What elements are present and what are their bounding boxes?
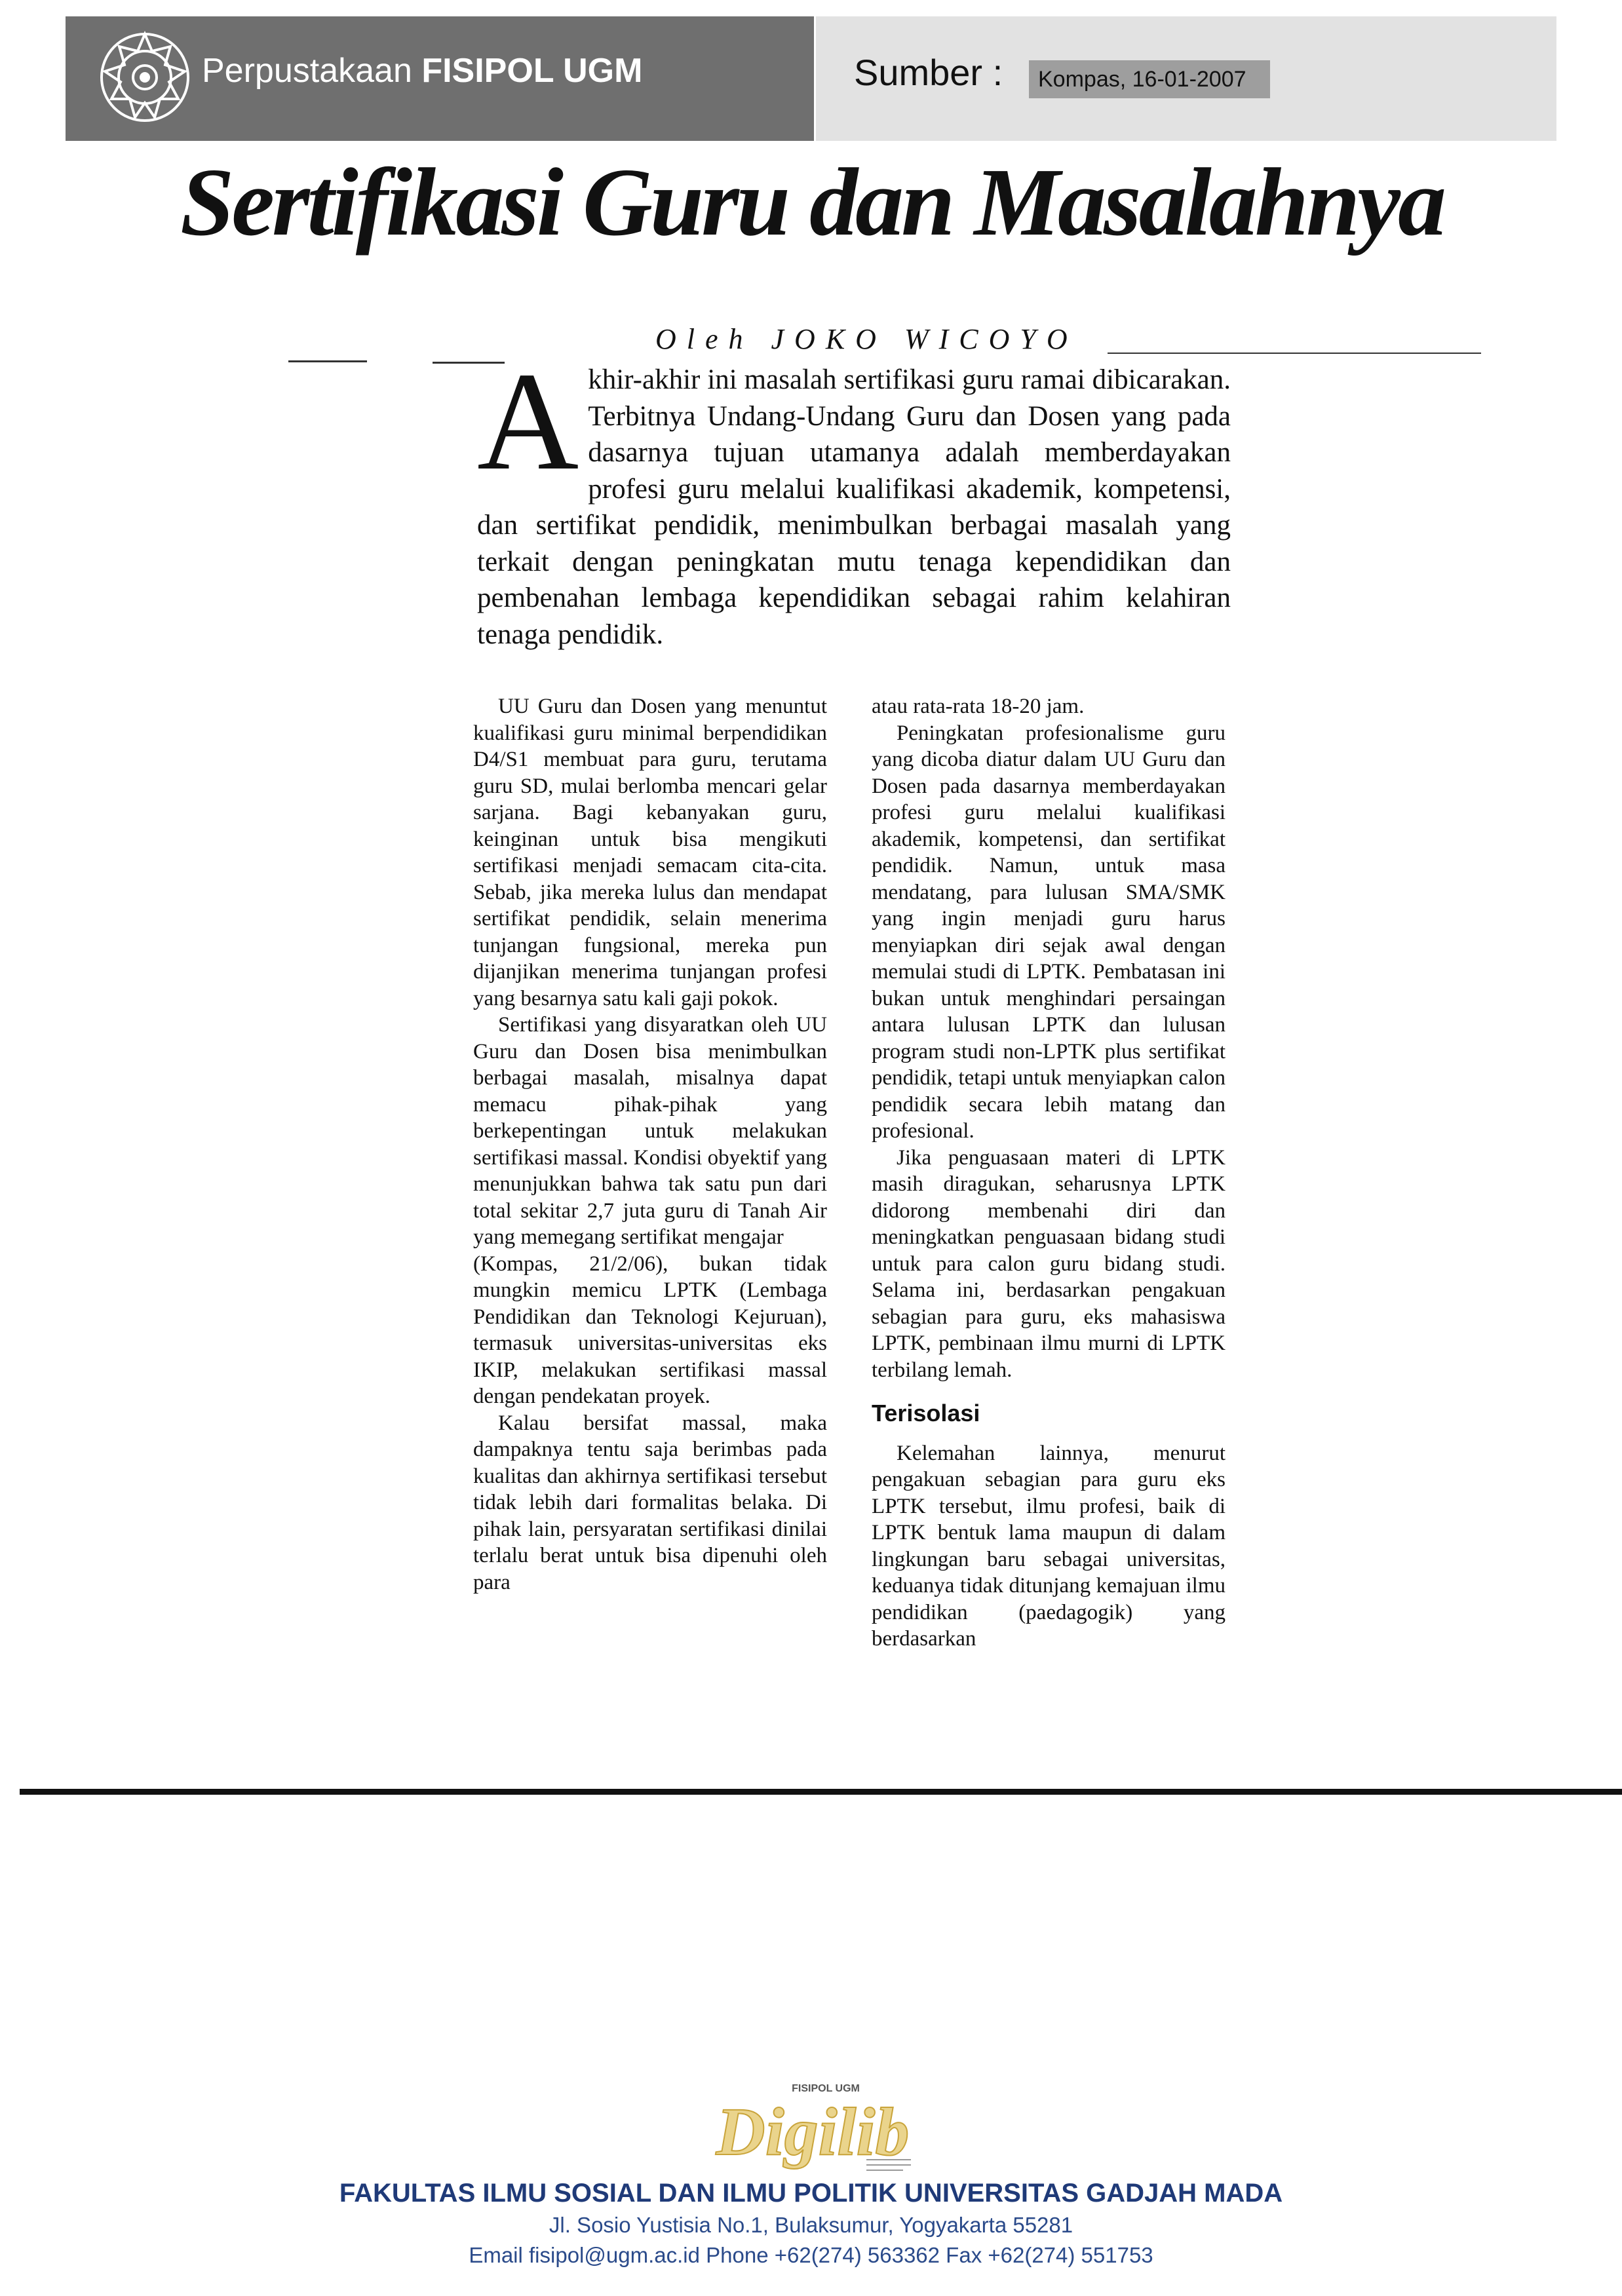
library-name-bold: FISIPOL UGM (421, 52, 643, 90)
footer-address: Jl. Sosio Yustisia No.1, Bulaksumur, Yogyakarta 55281 (549, 2213, 1073, 2237)
digilib-logo (695, 2077, 931, 2175)
article-bottom-rule (20, 1789, 1622, 1795)
subheading: Terisolasi (872, 1400, 980, 1426)
footer-contact: Email fisipol@ugm.ac.id Phone +62(274) 563362 Fax +62(274) 551753 (469, 2243, 1153, 2267)
library-name (202, 51, 642, 90)
article-column-right (872, 693, 1226, 1715)
byline-rule-right (1108, 353, 1481, 354)
column-left-paragraph-4: Kalau bersifat massal, maka dampaknya tentu saja berimbas pada kualitas dan akhirnya sertifikasi tersebut tidak lebih dari formalitas belaka. Di pihak lain, persyaratan sertifikasi dinilai terlalu berat untuk bisa dipenuhi oleh para (473, 1411, 827, 1594)
footer-faculty-name: FAKULTAS ILMU SOSIAL DAN ILMU POLITIK UNIVERSITAS GADJAH MADA (339, 2179, 1283, 2208)
drop-cap: A (477, 343, 579, 499)
digilib-logo-small-text: FISIPOL UGM (792, 2083, 860, 2094)
source-label: Sumber : (854, 52, 1003, 93)
university-seal-icon (97, 29, 193, 125)
byline-rule-left-1 (288, 360, 367, 362)
lead-text: khir-akhir ini masalah sertifikasi guru ramai dibicarakan. Terbitnya Undang-Undang Guru dan Dosen yang pada dasarnya tujuan utamanya adalah memberdayakan profesi guru melalui kualifikasi akademik, kompetensi, dan sertifikat pendidik, menimbulkan berbagai masalah yang terkait dengan peningkatan mutu tenaga kependidikan dan pembenahan lembaga kependidikan sebagai rahim kelahiran tenaga pendidik. (477, 364, 1231, 650)
column-right-paragraph-1: atau rata-rata 18-20 jam. (872, 695, 1085, 718)
lead-paragraph (477, 343, 1231, 653)
library-prefix: Perpustakaan (202, 52, 412, 90)
article-column-left (473, 693, 827, 1715)
byline: Oleh JOKO WICOYO (655, 323, 1078, 355)
digilib-logo-text: Digilib (716, 2094, 910, 2170)
source-value: Kompas, 16-01-2007 (1029, 60, 1270, 98)
column-left-paragraph-3: (Kompas, 21/2/06), bukan tidak mungkin memicu LPTK (Lembaga Pendidikan dan Teknologi Kejuruan), termasuk universitas-universitas eks IKIP, melakukan sertifikasi massal dengan pendekatan proyek. (473, 1252, 827, 1408)
column-right-paragraph-3: Jika penguasaan materi di LPTK masih diragukan, seharusnya LPTK didorong membenahi diri dan meningkatkan penguasaan bidang studi untuk para calon guru bidang studi. Selama ini, berdasarkan pengakuan sebagian para guru, eks mahasiswa LPTK, pembinaan ilmu murni di LPTK terbilang lemah. (872, 1145, 1226, 1382)
column-right-paragraph-2: Peningkatan profesionalisme guru yang dicoba diatur dalam UU Guru dan Dosen pada dasarnya memberdayakan profesi guru melalui kualifikasi akademik, kompetensi, dan sertifikat pendidik. Namun, untuk masa mendatang, para lulusan SMA/SMK yang ingin menjadi guru harus menyiapkan diri sejak awal dengan memulai studi di LPTK. Pembatasan ini bukan untuk menghindari persaingan antara lulusan LPTK dan lulusan program studi non-LPTK plus sertifikat pendidik, tetapi untuk menyiapkan calon pendidik secara lebih matang dan profesional. (872, 721, 1226, 1143)
column-right-paragraph-4: Kelemahan lainnya, menurut pengakuan sebagian para guru eks LPTK tersebut, ilmu profesi, baik di LPTK bentuk lama maupun di dalam lingkungan baru sebagai universitas, keduanya tidak ditunjang kemajuan ilmu pendidikan (paedagogik) yang berdasarkan (872, 1441, 1226, 1651)
article-title: Sertifikasi Guru dan Masalahnya (180, 149, 1444, 256)
column-left-paragraph-2: Sertifikasi yang disyaratkan oleh UU Guru dan Dosen bisa menimbulkan berbagai masalah, misalnya dapat memacu pihak-pihak yang berkepentingan untuk melakukan sertifikasi massal. Kondisi obyektif yang menunjukkan bahwa tak satu pun dari total sekitar 2,7 juta guru di Tanah Air yang memegang sertifikat mengajar (473, 1013, 827, 1249)
column-left-paragraph-1: UU Guru dan Dosen yang menuntut kualifikasi guru minimal berpendidikan D4/S1 membuat para guru, terutama guru SD, mulai berlomba mencari gelar sarjana. Bagi kebanyakan guru, keinginan untuk bisa mengikuti sertifikasi menjadi semacam cita-cita. Sebab, jika mereka lulus dan mendapat sertifikat pendidik, selain menerima tunjangan fungsional, mereka pun dijanjikan menerima tunjangan profesi yang besarnya satu kali gaji pokok. (473, 695, 827, 1010)
